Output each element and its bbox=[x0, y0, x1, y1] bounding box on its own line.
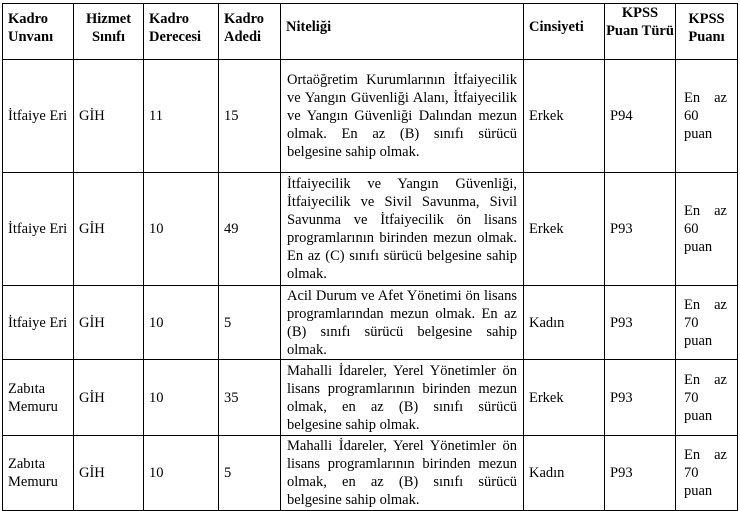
cell-sinif: GİH bbox=[74, 286, 144, 360]
cell-unvan: Zabıta Memuru bbox=[3, 360, 74, 436]
cell-puan: En az 60 puan bbox=[676, 60, 738, 173]
cell-unvan: Zabıta Memuru bbox=[3, 436, 74, 511]
cell-cinsiyet: Erkek bbox=[524, 360, 605, 436]
cell-puan: En az 60 puan bbox=[676, 173, 738, 286]
cell-puan-turu: P93 bbox=[605, 286, 676, 360]
table-row bbox=[3, 286, 738, 360]
cell-cinsiyet: Kadın bbox=[524, 436, 605, 511]
cell-sinif: GİH bbox=[74, 173, 144, 286]
header-kadro-derecesi: Kadro Derecesi bbox=[144, 4, 219, 60]
table-row bbox=[3, 436, 738, 511]
cell-adet: 5 bbox=[219, 286, 281, 360]
table-row bbox=[3, 173, 738, 286]
cell-puan: En az 70 puan bbox=[676, 286, 738, 360]
header-kadro-adedi: Kadro Adedi bbox=[219, 4, 281, 60]
cell-nitelik: Ortaöğretim Kurumlarının İtfaiyecilik ve Yangın Güvenliği Alanı, İtfaiyecilik ve Yangın Güvenliği Dalından mezun olmak. En az (B) sınıfı sürücü belgesine sahip olmak. bbox=[281, 60, 524, 173]
cell-puan-turu: P93 bbox=[605, 360, 676, 436]
table-row bbox=[3, 360, 738, 436]
cell-nitelik: Acil Durum ve Afet Yönetimi ön lisans programlarından mezun olmak. En az (B) sınıfı sürücü belgesine sahip olmak. bbox=[281, 286, 524, 360]
cell-sinif: GİH bbox=[74, 60, 144, 173]
cell-nitelik: Mahalli İdareler, Yerel Yönetimler ön lisans programlarının birinden mezun olmak, en az (B) sınıfı sürücü belgesine sahip olmak. bbox=[281, 436, 524, 511]
cell-unvan: İtfaiye Eri bbox=[3, 286, 74, 360]
cell-nitelik: İtfaiyecilik ve Yangın Güvenliği, İtfaiyecilik ve Sivil Savunma, Sivil Savunma ve İtfaiyecilik ön lisans programlarının birinden mezun olmak. En az (C) sınıfı sürücü belgesine sahip olmak. bbox=[281, 173, 524, 286]
cell-derece: 10 bbox=[144, 173, 219, 286]
kadro-table bbox=[2, 3, 738, 511]
cell-unvan: İtfaiye Eri bbox=[3, 173, 74, 286]
cell-puan-turu: P93 bbox=[605, 436, 676, 511]
cell-puan: En az 70 puan bbox=[676, 436, 738, 511]
header-kpss-puani: KPSS Puanı bbox=[676, 4, 738, 60]
cell-derece: 10 bbox=[144, 286, 219, 360]
header-row bbox=[3, 4, 738, 60]
cell-sinif: GİH bbox=[74, 436, 144, 511]
header-niteligi: Niteliği bbox=[281, 4, 524, 60]
cell-derece: 11 bbox=[144, 60, 219, 173]
cell-cinsiyet: Erkek bbox=[524, 173, 605, 286]
cell-cinsiyet: Erkek bbox=[524, 60, 605, 173]
cell-puan-turu: P94 bbox=[605, 60, 676, 173]
cell-sinif: GİH bbox=[74, 360, 144, 436]
cell-adet: 15 bbox=[219, 60, 281, 173]
header-kadro-unvani: Kadro Unvanı bbox=[3, 4, 74, 60]
header-cinsiyeti: Cinsiyeti bbox=[524, 4, 605, 60]
cell-unvan: İtfaiye Eri bbox=[3, 60, 74, 173]
cell-adet: 35 bbox=[219, 360, 281, 436]
cell-adet: 5 bbox=[219, 436, 281, 511]
cell-derece: 10 bbox=[144, 360, 219, 436]
cell-adet: 49 bbox=[219, 173, 281, 286]
cell-cinsiyet: Kadın bbox=[524, 286, 605, 360]
table-row bbox=[3, 60, 738, 173]
header-hizmet-sinifi: Hizmet Sınıfı bbox=[74, 4, 144, 60]
cell-derece: 10 bbox=[144, 436, 219, 511]
cell-puan: En az 70 puan bbox=[676, 360, 738, 436]
header-kpss-puan-turu: KPSS Puan Türü bbox=[605, 4, 676, 60]
cell-puan-turu: P93 bbox=[605, 173, 676, 286]
cell-nitelik: Mahalli İdareler, Yerel Yönetimler ön lisans programlarının birinden mezun olmak, en az (B) sınıfı sürücü belgesine sahip olmak. bbox=[281, 360, 524, 436]
